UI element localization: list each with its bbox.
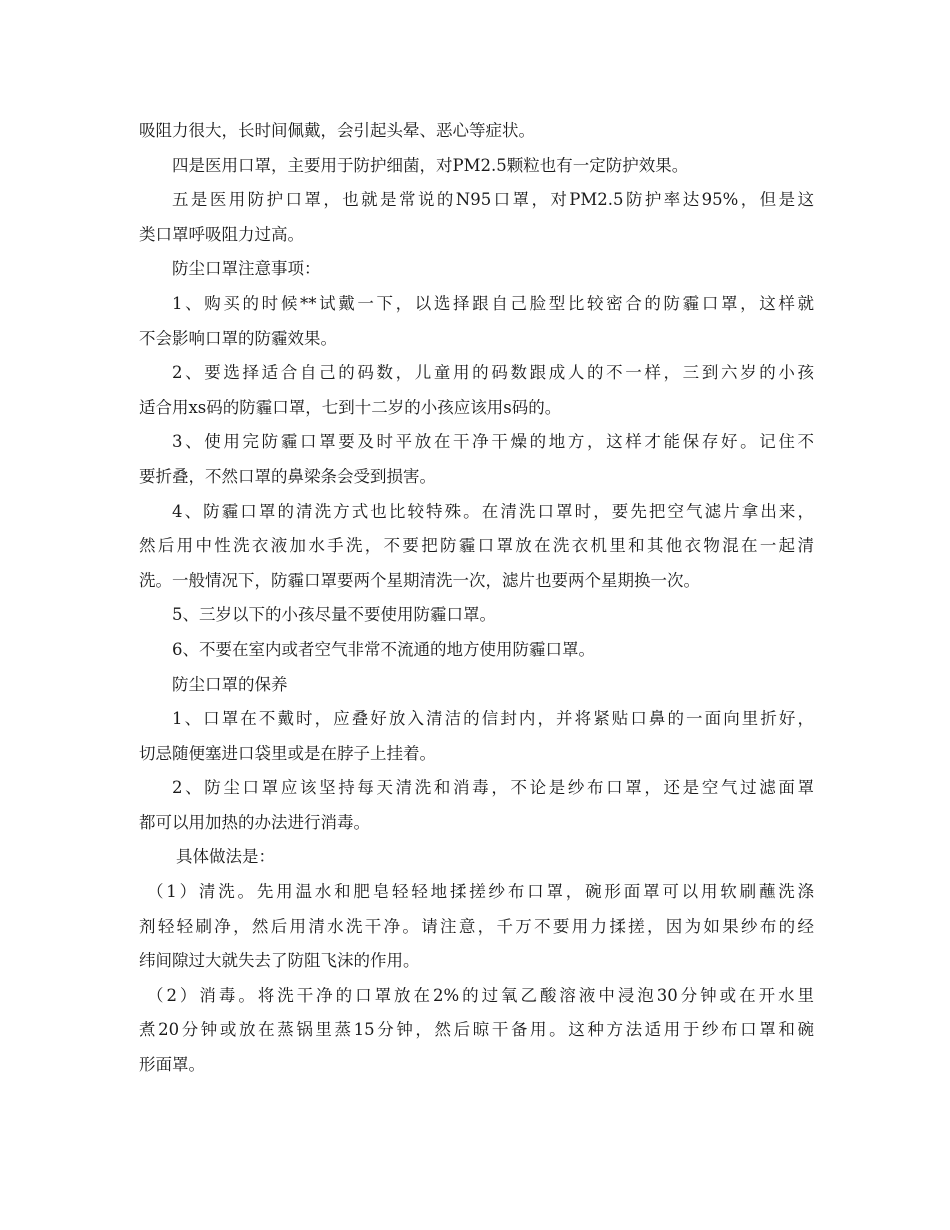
list-item: （1）清洗。先用温水和肥皂轻轻地揉搓纱布口罩，碗形面罩可以用软刷蘸洗涤 [147, 882, 814, 902]
section-heading: 防尘口罩注意事项： [172, 259, 321, 279]
list-item-continuation: 切忌随便塞进口袋里或是在脖子上挂着。 [139, 743, 436, 763]
paragraph-line: 吸阻力很大，长时间佩戴，会引起头晕、恶心等症状。 [139, 121, 535, 140]
list-item-continuation: 形面罩。 [139, 1055, 205, 1075]
list-item-continuation: 然后用中性洗衣液加水手洗，不要把防霾口罩放在洗衣机里和其他衣物混在一起清 [139, 536, 814, 556]
paragraph-line: 四是医用口罩，主要用于防护细菌，对PM2.5颗粒也有一定防护效果。 [172, 155, 689, 175]
list-item-continuation: 剂轻轻刷净，然后用清水洗干净。请注意，千万不要用力揉搓，因为如果纱布的经 [139, 916, 814, 936]
paragraph-line: 类口罩呼吸阻力过高。 [139, 224, 304, 244]
list-item: （2）消毒。将洗干净的口罩放在2%的过氧乙酸溶液中浸泡30分钟或在开水里 [147, 985, 814, 1005]
list-item-continuation: 纬间隙过大就失去了防阻飞沫的作用。 [139, 951, 420, 971]
list-item: 1、口罩在不戴时，应叠好放入清洁的信封内，并将紧贴口鼻的一面向里折好， [172, 709, 814, 729]
list-item-continuation: 煮20分钟或放在蒸锅里蒸15分钟，然后晾干备用。这种方法适用于纱布口罩和碗 [139, 1020, 814, 1040]
section-heading: 防尘口罩的保养 [172, 674, 288, 694]
list-item: 5、三岁以下的小孩尽量不要使用防霾口罩。 [172, 605, 496, 625]
list-item-continuation: 适合用xs码的防霾口罩，七到十二岁的小孩应该用s码的。 [139, 397, 562, 417]
list-item: 3、使用完防霾口罩要及时平放在干净干燥的地方，这样才能保存好。记住不 [172, 432, 814, 452]
paragraph-line: 五是医用防护口罩，也就是常说的N95口罩，对PM2.5防护率达95%，但是这 [172, 190, 814, 210]
list-item-continuation: 要折叠，不然口罩的鼻梁条会受到损害。 [139, 466, 436, 486]
list-item-continuation: 都可以用加热的办法进行消毒。 [139, 812, 370, 832]
list-item: 1、购买的时候**试戴一下，以选择跟自己脸型比较密合的防霾口罩，这样就 [172, 293, 814, 313]
list-item: 2、防尘口罩应该坚持每天清洗和消毒，不论是纱布口罩，还是空气过滤面罩 [172, 778, 814, 798]
list-item: 2、要选择适合自己的码数，儿童用的码数跟成人的不一样，三到六岁的小孩 [172, 363, 814, 383]
list-item: 6、不要在室内或者空气非常不流通的地方使用防霾口罩。 [172, 639, 595, 659]
list-item-continuation: 不会影响口罩的防霾效果。 [139, 328, 337, 348]
list-item: 4、防霾口罩的清洗方式也比较特殊。在清洗口罩时，要先把空气滤片拿出来， [172, 501, 814, 521]
paragraph-line: 具体做法是： [176, 847, 275, 867]
list-item-continuation: 洗。一般情况下，防霾口罩要两个星期清洗一次，滤片也要两个星期换一次。 [139, 570, 700, 590]
document-body [139, 114, 814, 1083]
